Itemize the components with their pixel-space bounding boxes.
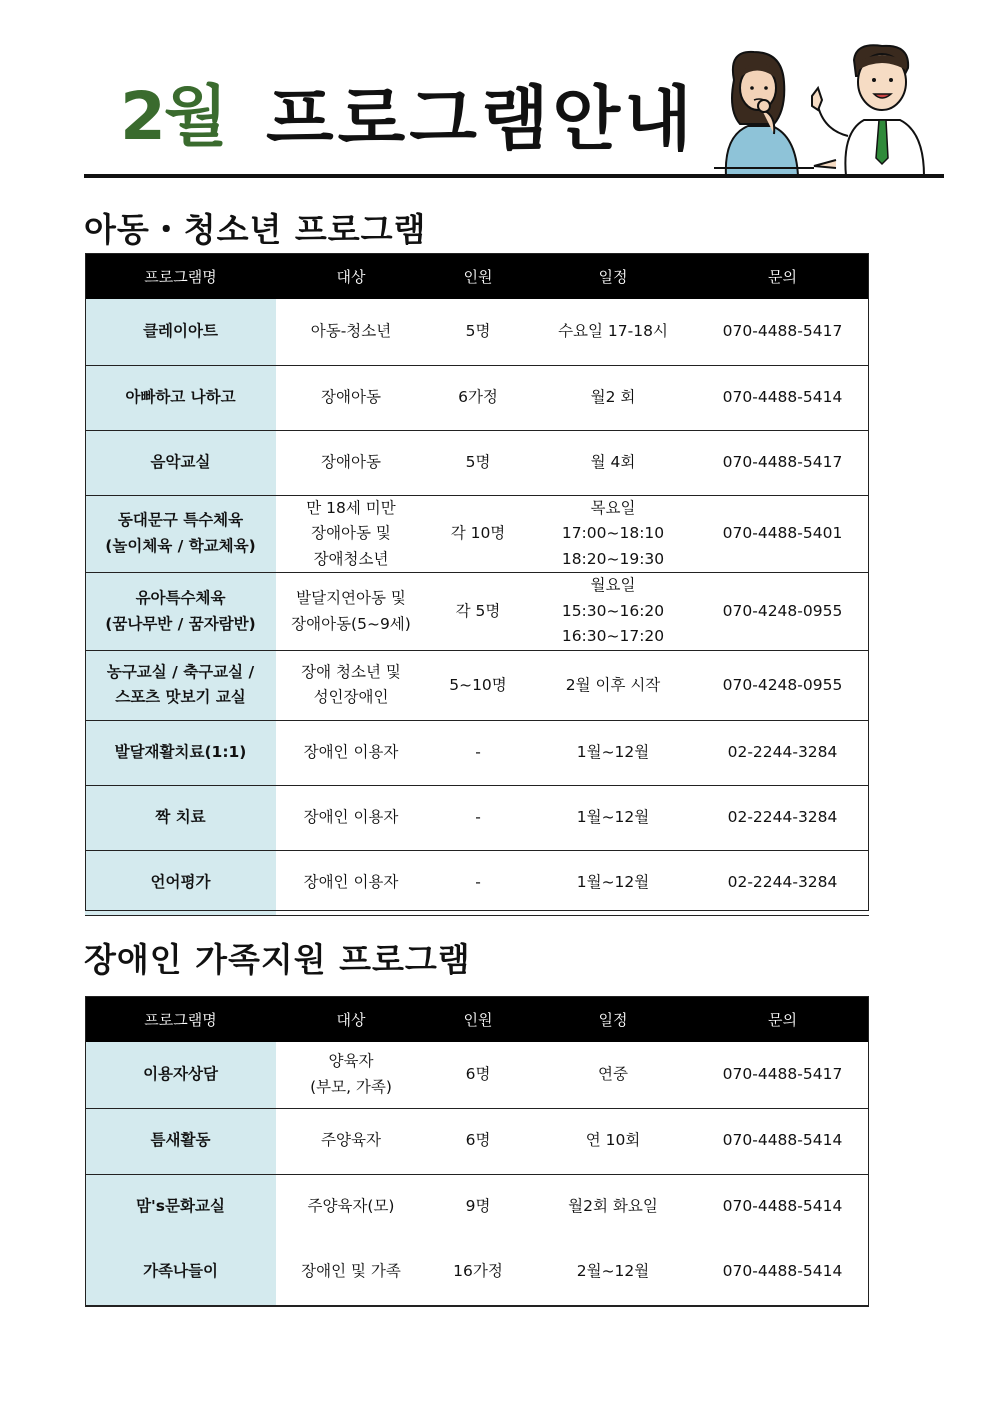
contact-phone-cell: 070-4488-5401 [696, 495, 869, 573]
program-name-cell [85, 650, 276, 720]
target-cell-line: 장애인 이용자 [303, 808, 399, 827]
col-header-name: 프로그램명 [85, 996, 276, 1042]
program-name-cell-line: 클레이아트 [143, 321, 218, 340]
count-cell-line: 각 5명 [455, 601, 501, 620]
count-cell [426, 430, 530, 495]
count-cell-line: - [475, 873, 481, 892]
target-cell-line: 장애청소년 [313, 549, 389, 568]
contact-phone-cell: 070-4488-5417 [696, 1042, 869, 1108]
contact-phone-cell: 070-4488-5414 [696, 365, 869, 430]
table-row [85, 430, 869, 495]
page-header [84, 40, 944, 178]
schedule-cell-line: 1월~12월 [576, 808, 650, 827]
schedule-cell [530, 365, 696, 430]
col-header-count: 인원 [426, 996, 530, 1042]
program-name-cell-line: 짝 치료 [155, 808, 206, 827]
schedule-cell-line: 16:30~17:20 [561, 627, 665, 646]
program-name-cell-line: 맘's문화교실 [136, 1197, 225, 1216]
program-name-cell-line: 가족나들이 [143, 1262, 218, 1281]
count-cell [426, 720, 530, 785]
program-name-cell-line: 동대문구 특수체육 [117, 511, 244, 530]
target-cell [276, 1174, 426, 1240]
schedule-cell-line: 2월~12월 [576, 1262, 650, 1281]
table-row [85, 1240, 869, 1305]
target-cell [276, 785, 426, 850]
count-cell [426, 650, 530, 720]
target-cell-line: 만 18세 미만 [306, 498, 396, 517]
count-cell [426, 365, 530, 430]
program-name-cell-line: 농구교실 / 축구교실 / [106, 662, 255, 681]
target-cell [276, 430, 426, 495]
col-header-contact: 문의 [696, 253, 869, 299]
target-cell-line: 장애아동 [321, 452, 381, 471]
count-cell-line: 5명 [465, 321, 491, 340]
target-cell [276, 365, 426, 430]
contact-phone-cell: 070-4248-0955 [696, 650, 869, 720]
target-cell-line: 장애인 및 가족 [301, 1262, 401, 1281]
count-cell-line: - [475, 743, 481, 762]
program-name-cell [85, 720, 276, 785]
contact-phone-cell: 070-4488-5414 [722, 1197, 843, 1216]
count-cell-line: 16가정 [453, 1262, 503, 1281]
target-cell [276, 1108, 426, 1174]
table-row [85, 785, 869, 850]
schedule-cell [530, 785, 696, 850]
count-cell [426, 1042, 530, 1108]
table-row [85, 650, 869, 720]
program-name-cell-line: 유아특수체육 [135, 588, 226, 607]
program-name-cell [85, 1042, 276, 1108]
count-cell-line: 각 10명 [450, 524, 506, 543]
target-cell [276, 720, 426, 785]
table-row [85, 1042, 869, 1108]
schedule-cell-line: 목요일 [590, 498, 636, 517]
target-cell-line: 장애 청소년 및 [301, 662, 401, 681]
contact-phone-cell: 070-4248-0955 [696, 573, 869, 651]
schedule-cell [530, 720, 696, 785]
table-row [85, 299, 869, 365]
program-name-cell [85, 850, 276, 915]
count-cell [426, 785, 530, 850]
table-row [85, 573, 869, 651]
program-name-cell-line: 음악교실 [150, 452, 211, 471]
col-header-contact: 문의 [696, 996, 869, 1042]
woman-illustration [714, 52, 814, 176]
program-name-cell [85, 573, 276, 651]
contact-phone-cell: 070-4488-5417 [696, 299, 869, 365]
title-underline [84, 174, 944, 178]
target-cell-line: 장애아동 및 [311, 524, 391, 543]
target-cell-line: 아동-청소년 [310, 321, 392, 340]
col-header-name: 프로그램명 [85, 253, 276, 299]
target-cell-line: (부모, 가족) [310, 1077, 392, 1096]
schedule-cell-line: 2월 이후 시작 [565, 675, 661, 694]
schedule-cell [530, 299, 696, 365]
target-cell [276, 1042, 426, 1108]
program-name-cell [85, 495, 276, 573]
contact-phone-cell: 070-4488-5417 [696, 430, 869, 495]
man-illustration [812, 45, 924, 176]
count-cell-line: 9명 [465, 1197, 491, 1216]
schedule-cell-line: 연중 [598, 1064, 628, 1083]
schedule-cell-line: 월2회 화요일 [568, 1197, 658, 1216]
schedule-cell [530, 430, 696, 495]
contact-phone-cell: 02-2244-3284 [696, 720, 869, 785]
program-name-cell-line: 발달재활치료(1:1) [114, 743, 247, 762]
section-title-family: 장애인 가족지원 프로그램 [84, 940, 471, 979]
schedule-cell-line: 연 10회 [585, 1131, 641, 1150]
program-name-cell [85, 785, 276, 850]
program-name-cell [85, 1174, 276, 1240]
schedule-cell-line: 1월~12월 [576, 873, 650, 892]
people-talking-illustration [714, 40, 944, 176]
target-cell-line: 발달지연아동 및 [296, 588, 406, 607]
count-cell-line: 5~10명 [449, 675, 507, 694]
table-row [85, 365, 869, 430]
table-header-row [85, 996, 869, 1042]
target-cell [276, 573, 426, 651]
schedule-cell [530, 850, 696, 915]
count-cell-line: 6명 [465, 1131, 491, 1150]
contact-phone-cell: 070-4488-5414 [696, 1240, 869, 1305]
program-name-cell-line: 스포츠 맛보기 교실 [115, 688, 246, 707]
program-name-cell [85, 1108, 276, 1174]
schedule-cell-line: 월 4회 [590, 452, 636, 471]
schedule-cell [530, 1108, 696, 1174]
count-cell-line: - [475, 808, 481, 827]
target-cell-line: 주양육자(모) [307, 1197, 395, 1216]
schedule-cell-line: 17:00~18:10 [561, 524, 665, 543]
target-cell [276, 299, 426, 365]
contact-phone-cell: 02-2244-3284 [696, 850, 869, 915]
month-title: 2월 [120, 78, 226, 155]
youth-program-table [85, 253, 869, 916]
contact-phone-cell: 070-4488-5414 [696, 1108, 869, 1174]
col-header-schedule: 일정 [530, 253, 696, 299]
col-header-target: 대상 [276, 996, 426, 1042]
count-cell-line: 5명 [465, 452, 491, 471]
target-cell-line: 주양육자 [321, 1131, 381, 1150]
col-header-schedule: 일정 [530, 996, 696, 1042]
schedule-cell [530, 1174, 696, 1240]
schedule-cell-line: 월요일 [590, 576, 636, 595]
table-header-row [85, 253, 869, 299]
col-header-target: 대상 [276, 253, 426, 299]
target-cell-line: 장애아동(5~9세) [291, 614, 411, 633]
target-cell-line: 장애인 이용자 [303, 743, 399, 762]
family-program-table [85, 996, 869, 1306]
program-name-cell [85, 430, 276, 495]
count-cell [426, 850, 530, 915]
count-cell-line: 6가정 [458, 387, 498, 406]
schedule-cell-line: 수요일 17-18시 [558, 321, 668, 340]
program-name-cell-line: 언어평가 [150, 873, 211, 892]
count-cell [426, 573, 530, 651]
schedule-cell [530, 1042, 696, 1108]
schedule-cell-line: 15:30~16:20 [561, 601, 665, 620]
program-name-cell-line: 이용자상담 [143, 1064, 218, 1083]
target-cell [276, 650, 426, 720]
count-cell [426, 1174, 530, 1240]
schedule-cell-line: 월2 회 [590, 387, 636, 406]
contact-phone-cell: 02-2244-3284 [696, 785, 869, 850]
count-cell [426, 495, 530, 573]
program-name-cell-line: 틈새활동 [150, 1131, 211, 1150]
schedule-cell [530, 573, 696, 651]
target-cell-line: 성인장애인 [313, 688, 389, 707]
schedule-cell [530, 650, 696, 720]
table-row [85, 1108, 869, 1174]
program-name-cell-line: (꿈나무반 / 꿈자람반) [105, 614, 256, 633]
count-cell [426, 1108, 530, 1174]
target-cell [276, 495, 426, 573]
table-row [85, 1174, 869, 1240]
count-cell [426, 1240, 530, 1305]
table-row [85, 495, 869, 573]
table-row [85, 850, 869, 915]
schedule-cell [530, 1240, 696, 1305]
program-name-cell [85, 365, 276, 430]
schedule-cell [530, 495, 696, 573]
program-name-cell-line: 아빠하고 나하고 [125, 387, 236, 406]
schedule-cell-line: 18:20~19:30 [561, 549, 665, 568]
program-name-cell-line: (놀이체육 / 학교체육) [105, 536, 256, 555]
program-name-cell [85, 299, 276, 365]
page-title: 프로그램안내 [266, 78, 696, 160]
count-cell-line: 6명 [465, 1064, 491, 1083]
program-name-cell [85, 1240, 276, 1305]
target-cell [276, 850, 426, 915]
col-header-count: 인원 [426, 253, 530, 299]
section-title-youth: 아동・청소년 프로그램 [84, 210, 427, 249]
count-cell [426, 299, 530, 365]
target-cell-line: 양육자 [328, 1052, 374, 1071]
target-cell-line: 장애아동 [321, 387, 381, 406]
schedule-cell-line: 1월~12월 [576, 743, 650, 762]
target-cell [276, 1240, 426, 1305]
table-row [85, 720, 869, 785]
target-cell-line: 장애인 이용자 [303, 873, 399, 892]
